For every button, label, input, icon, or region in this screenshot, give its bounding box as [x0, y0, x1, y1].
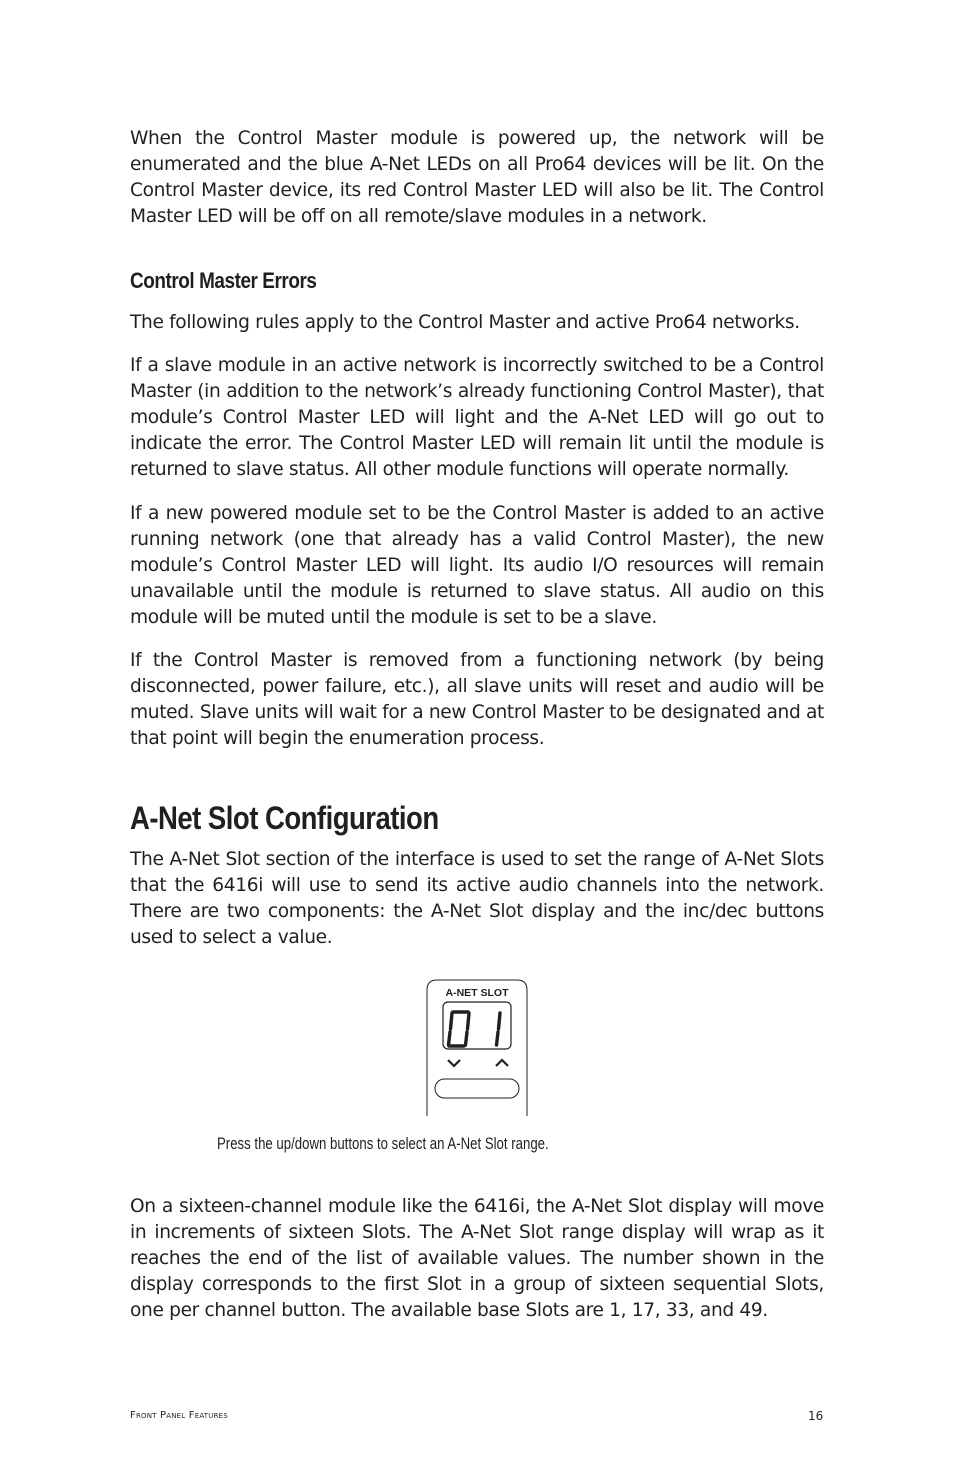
chevron-down-icon[interactable] — [448, 1060, 460, 1066]
chevron-up-icon[interactable] — [496, 1060, 508, 1066]
anet-slot-panel-figure — [425, 978, 529, 1118]
paragraph-rules-intro: The following rules apply to the Control Master and active Pro64 networks. — [130, 312, 800, 333]
seven-segment-digits — [449, 1012, 501, 1046]
paragraph-sixteen-channel-slots: On a sixteen-channel module like the 6416i, the A-Net Slot display will move in increments of sixteen Slots. The A-Net Slot range display will wrap as it reaches the end of the list of available values. The number shown in the display corresponds to the first Slot in a group of sixteen sequential Slots, one per channel button. The available base Slots are 1, 17, 33, and 49. — [130, 1196, 824, 1321]
footer-page-number: 16 — [808, 1409, 824, 1423]
figure-caption: Press the up/down buttons to select an A-Net Slot range. — [217, 1135, 549, 1153]
paragraph-master-removed: If the Control Master is removed from a functioning network (by being disconnected, power failure, etc.), all slave units will reset and audio will be muted. Slave units will wait for a new Control Master to be designated and at that point will begin the enumeration process. — [130, 650, 824, 749]
footer-section-title: Front Panel Features — [130, 1410, 228, 1421]
panel-label: A-NET SLOT — [445, 987, 509, 999]
slot-display — [443, 1002, 511, 1049]
paragraph-slave-switched-error: If a slave module in an active network is incorrectly switched to be a Control Master (in addition to the network’s already functioning Control Master), that module’s Control Master LED will light and the A-Net LED will go out to indicate the error. The Control Master LED will remain lit until the module is returned to slave status. All other module functions will operate normally. — [130, 355, 824, 480]
slot-select-button[interactable] — [435, 1079, 519, 1098]
paragraph-control-master-powerup: When the Control Master module is powered up, the network will be enumerated and the blue A-Net LEDs on all Pro64 devices will be lit. On the Control Master device, its red Control Master LED will also be lit. The Control Master LED will be off on all remote/slave modules in a network. — [130, 128, 824, 227]
heading-anet-slot-configuration: A-Net Slot Configuration — [130, 800, 439, 836]
paragraph-anet-slot-intro: The A-Net Slot section of the interface is used to set the range of A-Net Slots that the 6416i will use to send its active audio channels into the network. There are two components: the A-Net Slot display and the inc/dec buttons used to select a value. — [130, 849, 824, 948]
anet-slot-panel-illustration — [425, 978, 529, 1118]
heading-control-master-errors: Control Master Errors — [130, 268, 317, 293]
paragraph-new-master-added: If a new powered module set to be the Control Master is added to an active running network (one that already has a valid Control Master), the new module’s Control Master LED will light. Its audio I/O resources will remain unavailable until the module is returned to slave status. All audio on this module will be muted until the module is set to be a slave. — [130, 503, 824, 628]
